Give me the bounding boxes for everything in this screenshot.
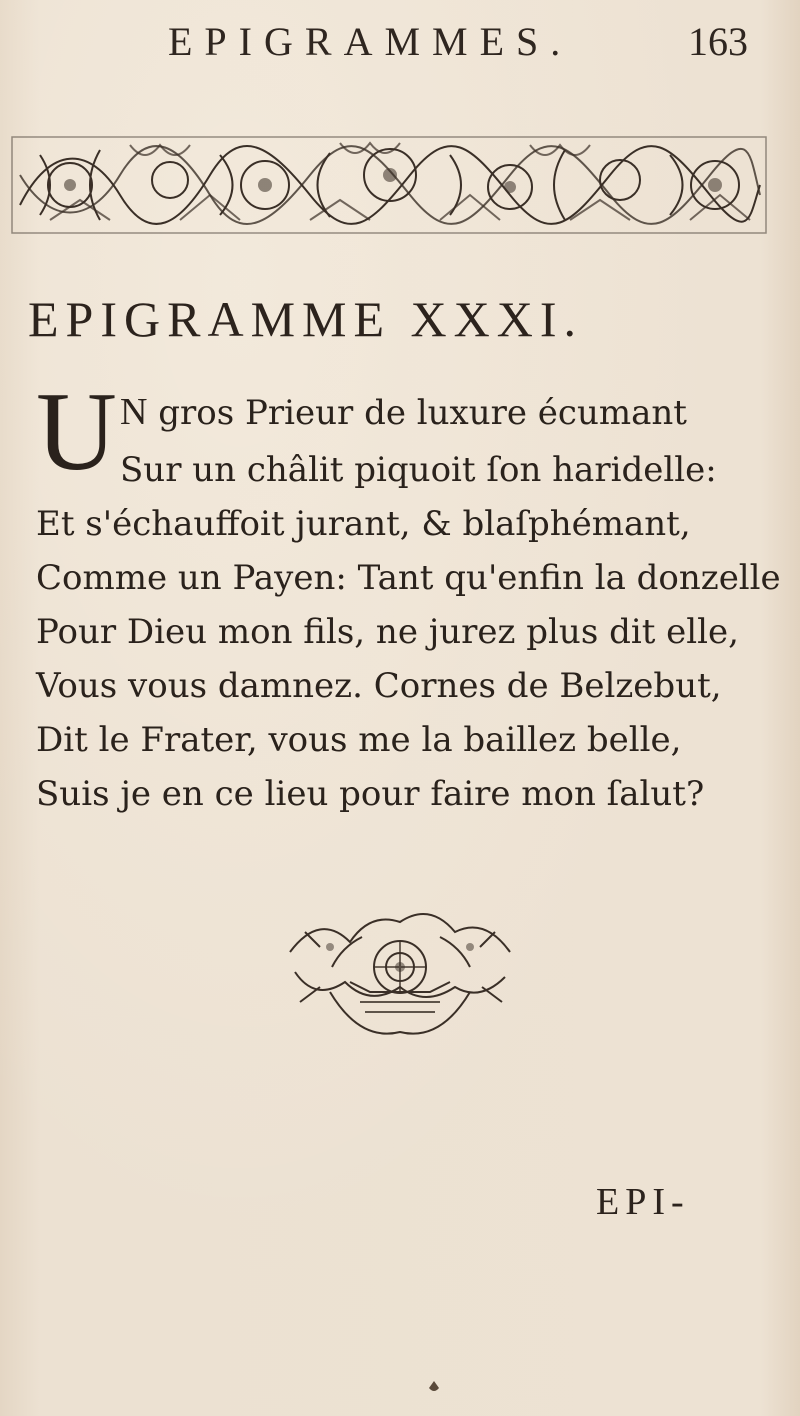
poem-line-2: Sur un châlit piquoit ſon haridelle:: [120, 450, 717, 490]
tailpiece-vignette-icon: [270, 912, 532, 1040]
page-number: 163: [688, 19, 748, 64]
poem-line-5: Pour Dieu mon fils, ne jurez plus dit elle,: [36, 612, 739, 652]
epigram-heading: EPIGRAMME XXXI.: [28, 291, 583, 347]
poem-line-6: Vous vous damnez. Cornes de Belzebut,: [36, 666, 722, 706]
drop-cap-letter: U: [36, 370, 117, 494]
poem-line-7: Dit le Frater, vous me la baillez belle,: [36, 720, 682, 760]
headpiece-ornament-icon: [10, 135, 768, 235]
poem-line-1: [120, 390, 687, 434]
poem-line-3: Et s'échauffoit jurant, & blaſphémant,: [36, 504, 691, 544]
ink-speck-icon: [428, 1380, 440, 1394]
catchword: EPI-: [596, 1181, 690, 1223]
first-line-capital: N: [120, 391, 148, 433]
running-head-title: EPIGRAMMES.: [168, 19, 573, 64]
poem-line-8: Suis je en ce lieu pour faire mon ſalut?: [36, 774, 705, 814]
first-line-text: gros Prieur de luxure écumant: [147, 393, 687, 433]
poem-line-4: Comme un Payen: Tant qu'enfin la donzelle: [36, 558, 781, 598]
